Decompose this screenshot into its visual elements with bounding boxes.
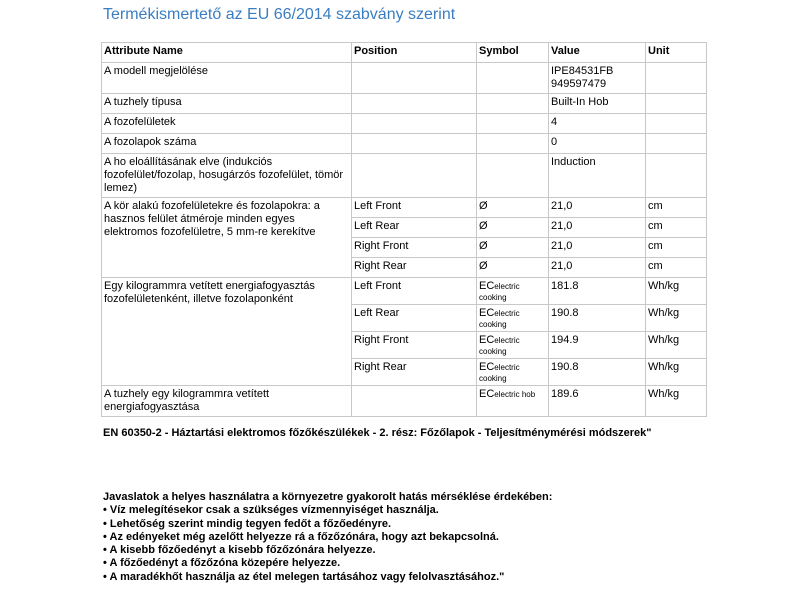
diameter-label: A kör alakú fozofelületekre és fozolapokra: a hasznos felület átméroje minden egyes elektromos fozofelületre, 5 mm-re kerekítve — [102, 198, 352, 278]
recommendations — [103, 491, 552, 584]
page-title: Termékismertető az EU 66/2014 szabvány szerint — [103, 6, 456, 23]
symbol-cell: ECelectric cooking — [477, 305, 549, 332]
symbol-cell: Ø — [477, 258, 549, 278]
unit-cell: Wh/kg — [646, 332, 707, 359]
areas-value: 0 — [549, 134, 646, 154]
value-cell: 21,0 — [549, 258, 646, 278]
table-row — [102, 278, 707, 305]
areas-label: A fozolapok száma — [102, 134, 352, 154]
heating-value: Induction — [549, 154, 646, 198]
header-unit: Unit — [646, 43, 707, 63]
total-label: A tuzhely egy kilogrammra vetített energiafogyasztása — [102, 386, 352, 417]
symbol-cell: Ø — [477, 218, 549, 238]
position-cell: Left Rear — [352, 305, 477, 332]
heating-label: A ho eloállításának elve (indukciós fozofelület/fozolap, hosugárzós fozofelület, tömör lemez) — [102, 154, 352, 198]
product-spec-table — [101, 42, 707, 417]
position-cell: Left Rear — [352, 218, 477, 238]
symbol-cell: ECelectric cooking — [477, 332, 549, 359]
symbol-cell: ECelectric hob — [477, 386, 549, 417]
list-item: • Az edényeket még azelőtt helyezze rá a főzőzónára, hogy azt bekapcsolná. — [103, 530, 499, 543]
total-unit: Wh/kg — [646, 386, 707, 417]
list-item: • Lehetőség szerint mindig tegyen fedőt a főzőedényre. — [103, 517, 392, 530]
header-attribute-name: Attribute Name — [102, 43, 352, 63]
position-cell: Left Front — [352, 278, 477, 305]
symbol-cell: ECelectric cooking — [477, 278, 549, 305]
model-code: 949597479 — [551, 78, 607, 90]
standard-reference: EN 60350-2 - Háztartási elektromos főzőkészülékek - 2. rész: Főzőlapok - Teljesítménymérési módszerek" — [103, 427, 652, 439]
zones-value: 4 — [549, 114, 646, 134]
header-position: Position — [352, 43, 477, 63]
header-value: Value — [549, 43, 646, 63]
energy-label: Egy kilogrammra vetített energiafogyasztás fozofelületenként, illetve fozolaponként — [102, 278, 352, 386]
value-cell: 181.8 — [549, 278, 646, 305]
position-cell: Right Rear — [352, 258, 477, 278]
list-item: • A kisebb főzőedényt a kisebb főzőzónára helyezze. — [103, 544, 376, 557]
position-cell: Right Front — [352, 332, 477, 359]
value-cell: 21,0 — [549, 238, 646, 258]
recommendations-intro: Javaslatok a helyes használatra a környezetre gyakorolt hatás mérséklése érdekében: — [103, 491, 553, 503]
unit-cell: cm — [646, 218, 707, 238]
table-row — [102, 198, 707, 218]
unit-cell: Wh/kg — [646, 359, 707, 386]
list-item: • A maradékhőt használja az étel melegen tartásához vagy felolvasztásához." — [103, 570, 505, 583]
value-cell: 194.9 — [549, 332, 646, 359]
value-cell: 190.8 — [549, 305, 646, 332]
zones-label: A fozofelületek — [102, 114, 352, 134]
hob-type-value: Built-In Hob — [549, 94, 646, 114]
position-cell: Right Front — [352, 238, 477, 258]
value-cell: 190.8 — [549, 359, 646, 386]
table-header-row — [102, 43, 707, 63]
symbol-cell: ECelectric cooking — [477, 359, 549, 386]
unit-cell: cm — [646, 258, 707, 278]
table-row-total — [102, 386, 707, 417]
symbol-cell: Ø — [477, 198, 549, 218]
table-row-zones — [102, 114, 707, 134]
value-cell: 21,0 — [549, 198, 646, 218]
table-row-model — [102, 63, 707, 94]
unit-cell: cm — [646, 198, 707, 218]
model-number: IPE84531FB — [551, 65, 614, 77]
position-cell: Left Front — [352, 198, 477, 218]
model-label: A modell megjelölése — [102, 63, 352, 94]
symbol-cell: Ø — [477, 238, 549, 258]
header-symbol: Symbol — [477, 43, 549, 63]
unit-cell: Wh/kg — [646, 305, 707, 332]
table-row-areas — [102, 134, 707, 154]
table-row-hob-type — [102, 94, 707, 114]
list-item: • A főzőedényt a főzőzóna közepére helyezze. — [103, 557, 341, 570]
table-row-heating — [102, 154, 707, 198]
total-value: 189.6 — [549, 386, 646, 417]
list-item: • Víz melegítésekor csak a szükséges vízmennyiséget használja. — [103, 504, 439, 517]
unit-cell: cm — [646, 238, 707, 258]
position-cell: Right Rear — [352, 359, 477, 386]
model-value — [549, 63, 646, 94]
unit-cell: Wh/kg — [646, 278, 707, 305]
hob-type-label: A tuzhely típusa — [102, 94, 352, 114]
value-cell: 21,0 — [549, 218, 646, 238]
